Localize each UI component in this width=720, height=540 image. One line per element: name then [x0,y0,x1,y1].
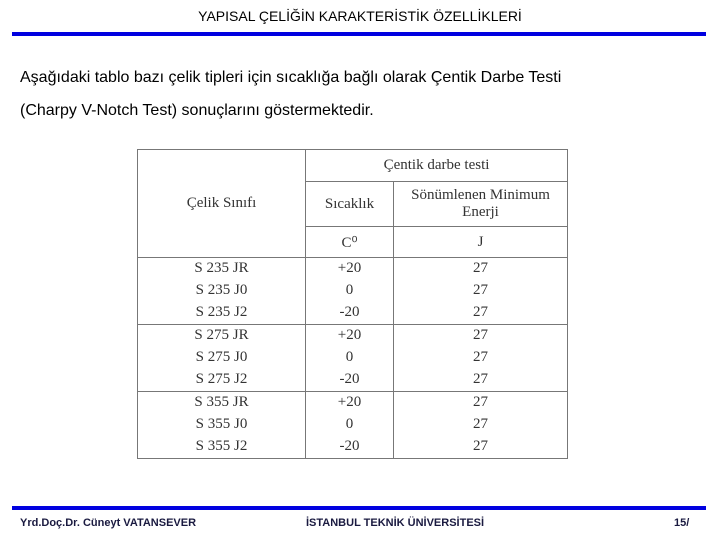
header-steel-class: Çelik Sınıfı [138,150,306,258]
table-row [138,391,568,413]
energy-cell: 27 [394,369,568,391]
temperature-cell: 0 [306,414,394,436]
table-row [138,369,568,391]
energy-cell: 27 [394,258,568,280]
energy-cell: 27 [394,347,568,369]
header-temperature: Sıcaklık [306,182,394,227]
steel-class-cell: S 355 J2 [138,436,306,458]
steel-class-cell: S 355 JR [138,391,306,413]
charpy-table [137,149,568,459]
unit-temperature: C⁰ [306,227,394,258]
steel-class-cell: S 275 J0 [138,347,306,369]
temperature-cell: 0 [306,280,394,302]
energy-cell: 27 [394,280,568,302]
temperature-cell: 0 [306,347,394,369]
table-row [138,436,568,458]
temperature-cell: +20 [306,258,394,280]
slide-title: YAPISAL ÇELİĞİN KARAKTERİSTİK ÖZELLİKLERİ [198,8,522,24]
table-row [138,414,568,436]
steel-class-cell: S 275 JR [138,324,306,346]
steel-class-cell: S 275 J2 [138,369,306,391]
temperature-cell: -20 [306,302,394,324]
footer-institution: İSTANBUL TEKNİK ÜNİVERSİTESİ [306,517,485,529]
temperature-cell: -20 [306,436,394,458]
steel-class-cell: S 235 JR [138,258,306,280]
header-group: Çentik darbe testi [306,150,568,182]
table-row [138,302,568,324]
top-divider [12,32,706,36]
body-text-line1: Aşağıdaki tablo bazı çelik tipleri için sıcaklığa bağlı olarak Çentik Darbe Testi [20,69,562,86]
energy-cell: 27 [394,302,568,324]
temperature-cell: -20 [306,369,394,391]
table-row [138,347,568,369]
bottom-divider [12,506,706,510]
energy-cell: 27 [394,391,568,413]
table-row [138,280,568,302]
steel-class-cell: S 235 J0 [138,280,306,302]
unit-energy: J [394,227,568,258]
temperature-cell: +20 [306,391,394,413]
steel-class-cell: S 355 J0 [138,414,306,436]
energy-cell: 27 [394,324,568,346]
header-energy: Sönümlenen Minimum Enerji [394,182,568,227]
body-text-line2: (Charpy V-Notch Test) sonuçlarını göstermektedir. [20,102,374,119]
table-row [138,324,568,346]
energy-cell: 27 [394,436,568,458]
temperature-cell: +20 [306,324,394,346]
energy-cell: 27 [394,414,568,436]
page-number: 15/ [674,517,690,529]
footer-author: Yrd.Doç.Dr. Cüneyt VATANSEVER [20,517,197,529]
table-row [138,258,568,280]
steel-class-cell: S 235 J2 [138,302,306,324]
